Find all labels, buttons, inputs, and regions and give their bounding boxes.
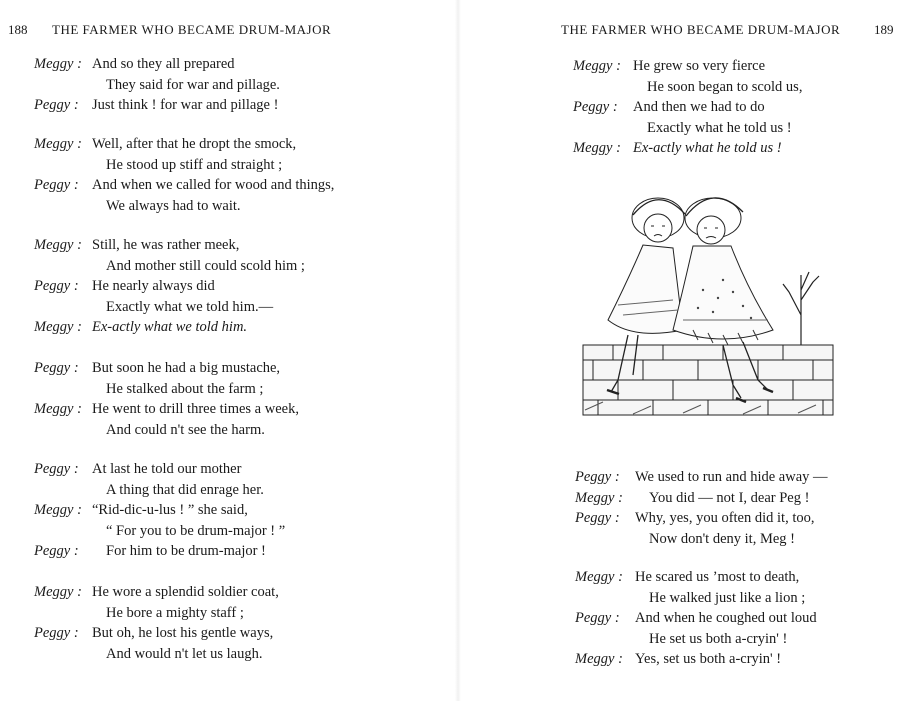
speaker-label: Meggy : xyxy=(575,651,623,667)
speaker-label: Meggy : xyxy=(34,136,82,152)
speaker-label: Peggy : xyxy=(575,610,620,626)
verse-line xyxy=(575,508,828,529)
speaker-label xyxy=(34,297,92,318)
verse-line xyxy=(34,256,305,277)
speaker-label: Peggy : xyxy=(34,278,79,294)
right-page xyxy=(458,0,917,701)
speaker-label xyxy=(34,75,92,96)
verse-line xyxy=(34,358,299,379)
page-number: 188 xyxy=(8,22,28,37)
verse-line xyxy=(34,379,299,400)
speaker-label xyxy=(575,529,635,550)
verse-line xyxy=(34,196,334,217)
stanza xyxy=(34,54,280,116)
speaker-label xyxy=(34,480,92,501)
speaker-label: Peggy : xyxy=(34,625,79,641)
verse-text: He scared us ’most to death, xyxy=(635,569,800,585)
verse-text: “Rid-dic-u-lus ! ” she said, xyxy=(92,502,248,518)
verse-line xyxy=(573,118,802,139)
verse-line xyxy=(575,629,817,650)
verse-text: And would n't let us laugh. xyxy=(106,645,263,662)
speaker-label: Meggy : xyxy=(34,502,82,518)
speaker-label xyxy=(34,155,92,176)
verse-text: He soon began to scold us, xyxy=(647,78,803,95)
speaker-label: Peggy : xyxy=(575,469,620,485)
verse-line xyxy=(575,488,828,509)
speaker-label: Meggy : xyxy=(575,569,623,585)
stanza xyxy=(573,56,802,159)
stanza xyxy=(34,582,279,664)
speaker-label xyxy=(34,256,92,277)
speaker-label: Meggy : xyxy=(573,58,621,74)
verse-text: And when he coughed out loud xyxy=(635,610,817,626)
verse-text: And so they all prepared xyxy=(92,56,235,72)
speaker-label: Peggy : xyxy=(34,543,79,559)
verse-line xyxy=(575,649,817,670)
verse-line xyxy=(34,95,280,116)
speaker-label: Meggy : xyxy=(34,401,82,417)
verse-text: But soon he had a big mustache, xyxy=(92,360,281,376)
verse-line xyxy=(34,603,279,624)
speaker-label xyxy=(34,196,92,217)
verse-text: They said for war and pillage. xyxy=(106,76,280,93)
stanza xyxy=(575,567,817,670)
stanza xyxy=(575,467,828,549)
speaker-label: Peggy : xyxy=(34,461,79,477)
verse-line xyxy=(34,155,334,176)
verse-text: He went to drill three times a week, xyxy=(92,401,299,417)
speaker-label: Peggy : xyxy=(575,510,620,526)
verse-text: We used to run and hide away — xyxy=(635,469,828,485)
verse-text: Well, after that he dropt the smock, xyxy=(92,136,297,152)
verse-line xyxy=(34,541,285,562)
verse-text: He stalked about the farm ; xyxy=(106,380,264,397)
speaker-label: Peggy : xyxy=(34,97,79,113)
verse-line xyxy=(573,56,802,77)
verse-text: Exactly what we told him.— xyxy=(106,298,274,315)
verse-line xyxy=(575,529,828,550)
speaker-label: Peggy : xyxy=(34,177,79,193)
verse-text: He bore a mighty staff ; xyxy=(106,604,244,621)
verse-text: Exactly what he told us ! xyxy=(647,119,792,136)
verse-text: And when we called for wood and things, xyxy=(92,177,335,193)
speaker-label xyxy=(34,644,92,665)
verse-text: We always had to wait. xyxy=(106,197,241,214)
verse-line xyxy=(34,644,279,665)
verse-line xyxy=(34,297,305,318)
speaker-label: Meggy : xyxy=(34,237,82,253)
left-page xyxy=(0,0,458,701)
verse-text: And mother still could scold him ; xyxy=(106,257,305,274)
verse-text: “ For you to be drum-major ! ” xyxy=(106,522,286,539)
stanza xyxy=(34,134,334,216)
verse-line xyxy=(34,521,285,542)
running-header: THE FARMER WHO BECAME DRUM-MAJOR xyxy=(52,22,332,37)
verse-line xyxy=(34,175,334,196)
verse-text: Why, yes, you often did it, too, xyxy=(635,510,815,526)
speaker-label: Meggy : xyxy=(34,319,82,335)
speaker-label: Meggy : xyxy=(34,584,82,600)
verse-text: Ex-actly what he told us ! xyxy=(633,140,782,156)
verse-text: Just think ! for war and pillage ! xyxy=(92,97,279,113)
verse-text: A thing that did enrage her. xyxy=(106,481,264,498)
verse-line xyxy=(575,467,828,488)
verse-text: Now don't deny it, Meg ! xyxy=(649,530,795,547)
running-header: THE FARMER WHO BECAME DRUM-MAJOR xyxy=(561,22,841,37)
verse-line xyxy=(34,134,334,155)
speaker-label xyxy=(573,77,633,98)
verse-text: He wore a splendid soldier coat, xyxy=(92,584,279,600)
verse-line xyxy=(575,588,817,609)
verse-line xyxy=(34,54,280,75)
speaker-label xyxy=(34,379,92,400)
stanza xyxy=(34,358,299,440)
verse-text: Still, he was rather meek, xyxy=(92,237,240,253)
verse-line xyxy=(34,75,280,96)
verse-text: He stood up stiff and straight ; xyxy=(106,156,283,173)
speaker-label: Peggy : xyxy=(34,360,79,376)
verse-line xyxy=(34,480,285,501)
verse-line xyxy=(34,459,285,480)
speaker-label: Peggy : xyxy=(573,99,618,115)
verse-line xyxy=(573,77,802,98)
verse-line xyxy=(573,138,802,159)
verse-text: For him to be drum-major ! xyxy=(106,543,266,559)
verse-text: At last he told our mother xyxy=(92,461,242,477)
verse-text: But oh, he lost his gentle ways, xyxy=(92,625,274,641)
verse-text: He grew so very fierce xyxy=(633,58,766,74)
verse-text: And then we had to do xyxy=(633,99,765,115)
speaker-label: Meggy : xyxy=(573,140,621,156)
speaker-label xyxy=(575,629,635,650)
verse-line xyxy=(34,317,305,338)
verse-line xyxy=(34,582,279,603)
speaker-label: Meggy : xyxy=(575,489,623,506)
page-number: 189 xyxy=(874,22,894,37)
verse-text: Ex-actly what we told him. xyxy=(92,319,248,335)
verse-text: He nearly always did xyxy=(92,278,215,294)
verse-line xyxy=(34,500,285,521)
verse-text: And could n't see the harm. xyxy=(106,421,265,438)
speaker-label xyxy=(34,603,92,624)
speaker-label xyxy=(575,588,635,609)
verse-line xyxy=(573,97,802,118)
verse-line xyxy=(34,623,279,644)
verse-line xyxy=(34,399,299,420)
speaker-label: Meggy : xyxy=(34,56,82,72)
speaker-label xyxy=(34,420,92,441)
verse-text: You did — not I, dear Peg ! xyxy=(649,489,810,506)
verse-line xyxy=(34,420,299,441)
stanza xyxy=(34,235,305,338)
speaker-label xyxy=(573,118,633,139)
verse-line xyxy=(34,235,305,256)
verse-text: Yes, set us both a-cryin' ! xyxy=(635,651,782,667)
stanza xyxy=(34,459,285,562)
verse-line xyxy=(575,608,817,629)
verse-line xyxy=(575,567,817,588)
verse-text: He set us both a-cryin' ! xyxy=(649,630,788,647)
verse-text: He walked just like a lion ; xyxy=(649,589,806,606)
two-girls-on-wall-illustration xyxy=(573,180,843,445)
speaker-label xyxy=(34,521,92,542)
verse-line xyxy=(34,276,305,297)
